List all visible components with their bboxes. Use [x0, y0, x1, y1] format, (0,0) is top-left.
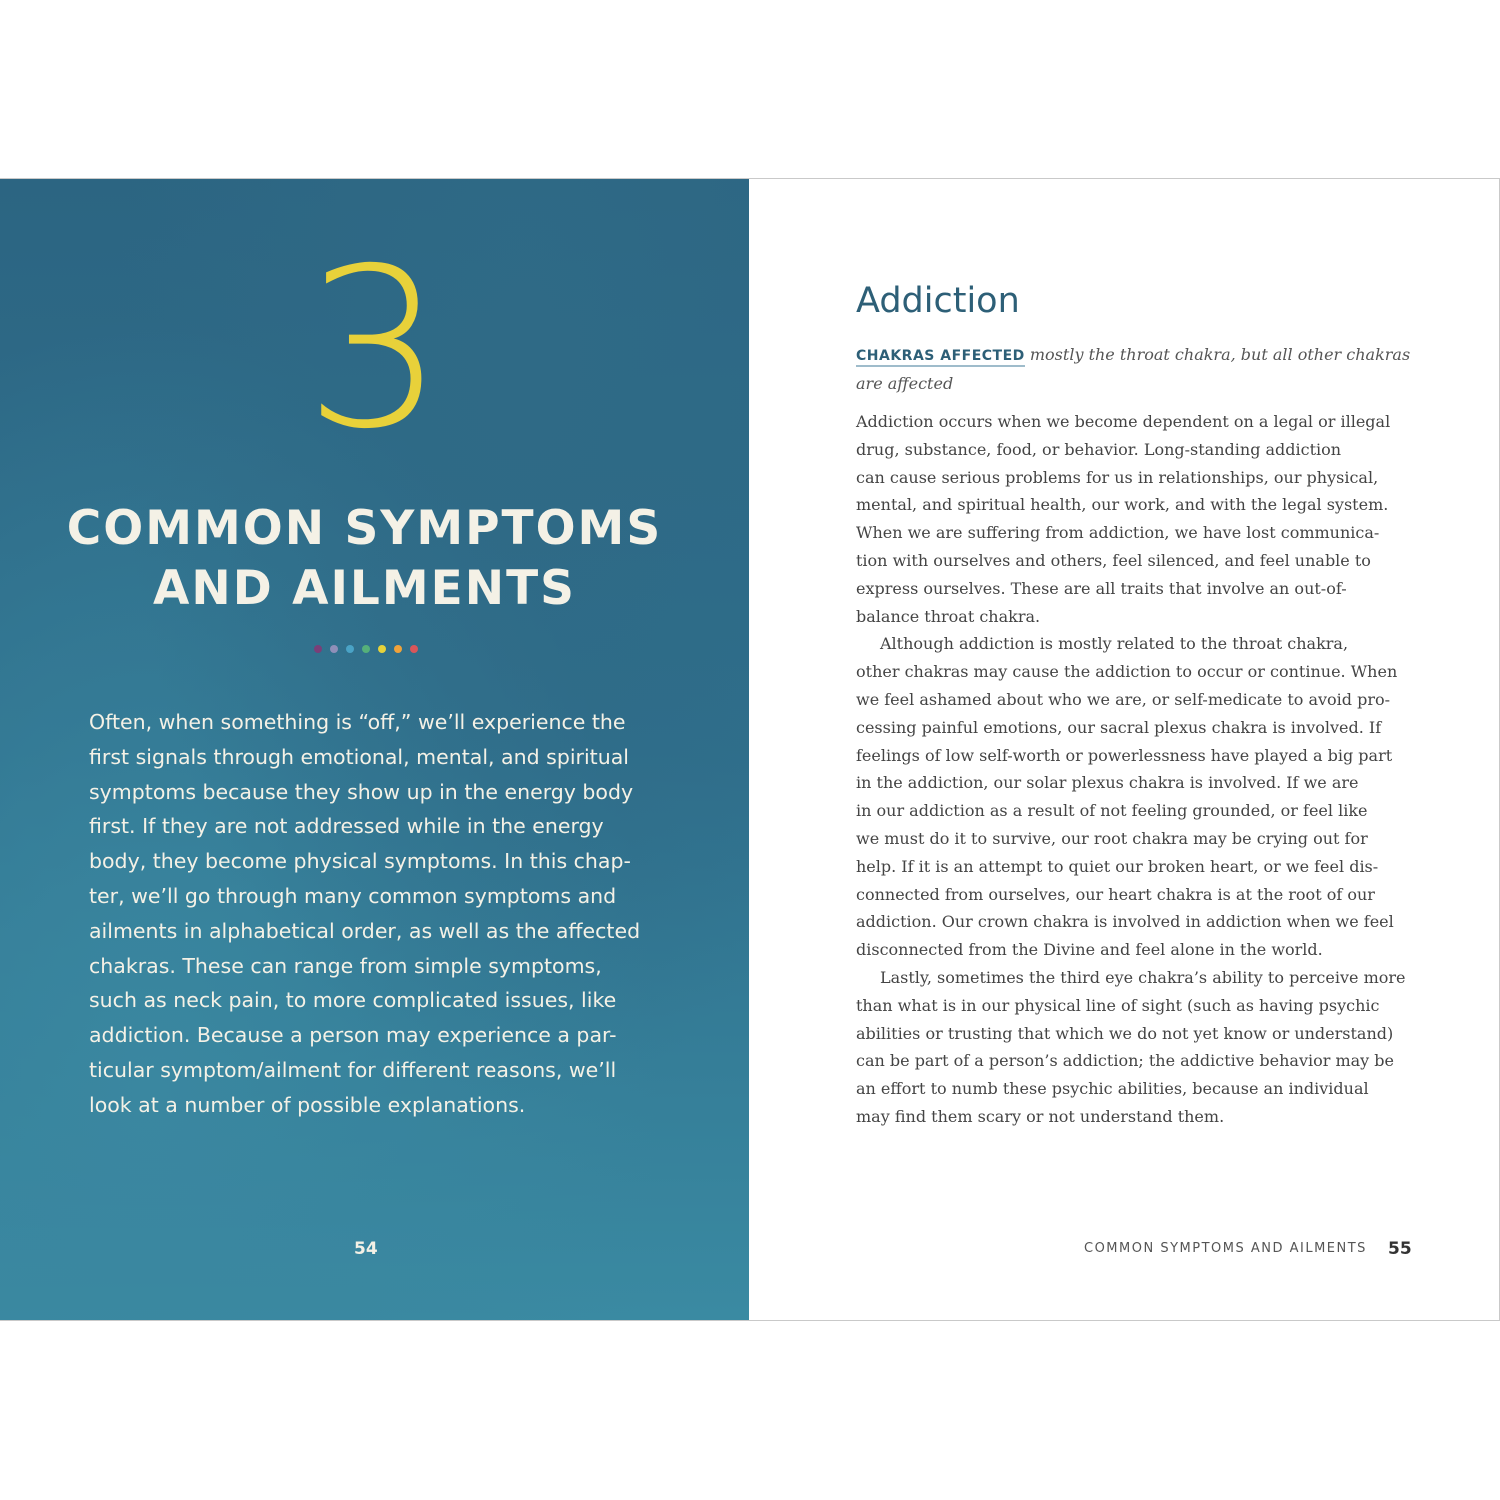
- chapter-number: 3: [304, 221, 445, 477]
- body-line: can be part of a person’s addiction; the addictive behavior may be: [856, 1051, 1395, 1071]
- body-line: addiction. Our crown chakra is involved in addiction when we feel: [856, 912, 1394, 932]
- body-line: help. If it is an attempt to quiet our broken heart, or we feel dis-: [856, 856, 1379, 876]
- chakra-dot: [346, 645, 354, 653]
- book-spread: [0, 178, 1500, 1321]
- body-line: Addiction occurs when we become dependent on a legal or illegal: [856, 412, 1391, 431]
- body-line: mental, and spiritual health, our work, and with the legal system.: [856, 495, 1389, 515]
- chakras-affected-line: [856, 341, 1416, 370]
- chakra-dot: [394, 645, 402, 653]
- chakras-affected-text: are affected: [856, 374, 954, 393]
- right-page: [749, 179, 1500, 1320]
- body-line: tion with ourselves and others, feel silenced, and feel unable to: [856, 550, 1371, 570]
- body-line: feelings of low self-worth or powerlessness have played a big part: [856, 745, 1393, 765]
- body-line: other chakras may cause the addiction to occur or continue. When: [856, 662, 1398, 682]
- chakra-dot: [410, 645, 418, 653]
- body-line: in our addiction as a result of not feeling grounded, or feel like: [856, 801, 1368, 821]
- chakras-affected-text: mostly the throat chakra, but all other chakras: [1029, 345, 1411, 364]
- body-text: [856, 408, 1426, 1131]
- body-line: we feel ashamed about who we are, or self-medicate to avoid pro-: [856, 689, 1391, 709]
- intro-line: first signals through emotional, mental, and spiritual: [89, 744, 629, 769]
- chapter-title-line: COMMON SYMPTOMS: [66, 501, 663, 556]
- chakras-affected: [856, 341, 1416, 398]
- intro-line: such as neck pain, to more complicated issues, like: [89, 988, 617, 1013]
- intro-line: first. If they are not addressed while in the energy: [89, 814, 604, 839]
- body-line: Although addiction is mostly related to the throat chakra,: [880, 634, 1349, 654]
- body-line: can cause serious problems for us in relationships, our physical,: [856, 467, 1379, 487]
- body-line: express ourselves. These are all traits that involve an out-of-: [856, 578, 1347, 598]
- body-line: balance throat chakra.: [856, 606, 1041, 626]
- intro-line: addiction. Because a person may experience a par-: [89, 1023, 617, 1048]
- body-line: we must do it to survive, our root chakra may be crying out for: [856, 828, 1368, 848]
- body-line: connected from ourselves, our heart chakra is at the root of our: [856, 884, 1375, 904]
- body-line: may find them scary or not understand them.: [856, 1106, 1225, 1126]
- chapter-title-line: AND AILMENTS: [152, 561, 577, 616]
- chakra-dot: [378, 645, 386, 653]
- body-line: cessing painful emotions, our sacral plexus chakra is involved. If: [856, 717, 1382, 737]
- left-page: [0, 179, 749, 1320]
- chakra-dot: [362, 645, 370, 653]
- body-line: an effort to numb these psychic abilities, because an individual: [856, 1079, 1369, 1099]
- body-line: disconnected from the Divine and feel alone in the world.: [856, 940, 1323, 960]
- chakras-affected-label: CHAKRAS AFFECTED: [856, 348, 1025, 367]
- body-line: abilities or trusting that which we do not yet know or understand): [856, 1023, 1394, 1043]
- body-line: drug, substance, food, or behavior. Long-standing addiction: [856, 439, 1342, 459]
- intro-line: Often, when something is “off,” we’ll experience the: [89, 710, 626, 734]
- chakra-dots: [314, 645, 418, 653]
- chakra-dot: [330, 645, 338, 653]
- intro-line: body, they become physical symptoms. In this chap-: [89, 849, 631, 874]
- page-number-left: 54: [354, 1239, 378, 1259]
- body-line: Lastly, sometimes the third eye chakra’s ability to perceive more: [880, 967, 1406, 987]
- body-line: When we are suffering from addiction, we have lost communica-: [856, 523, 1380, 543]
- body-line: in the addiction, our solar plexus chakra is involved. If we are: [856, 773, 1359, 793]
- chapter-title: [0, 499, 729, 619]
- intro-line: symptoms because they show up in the energy body: [89, 779, 634, 804]
- chapter-intro: [89, 705, 659, 1123]
- intro-line: look at a number of possible explanations.: [89, 1092, 526, 1117]
- intro-line: chakras. These can range from simple symptoms,: [89, 953, 602, 978]
- intro-line: ter, we’ll go through many common symptoms and: [89, 883, 617, 908]
- page-number-right: 55: [1388, 1239, 1412, 1259]
- running-head: COMMON SYMPTOMS AND AILMENTS: [1084, 1241, 1367, 1256]
- chakra-dot: [314, 645, 322, 653]
- intro-line: ticular symptom/ailment for different reasons, we’ll: [89, 1057, 617, 1082]
- body-line: than what is in our physical line of sight (such as having psychic: [856, 995, 1380, 1015]
- section-heading: Addiction: [856, 281, 1020, 321]
- intro-line: ailments in alphabetical order, as well as the affected: [89, 918, 641, 943]
